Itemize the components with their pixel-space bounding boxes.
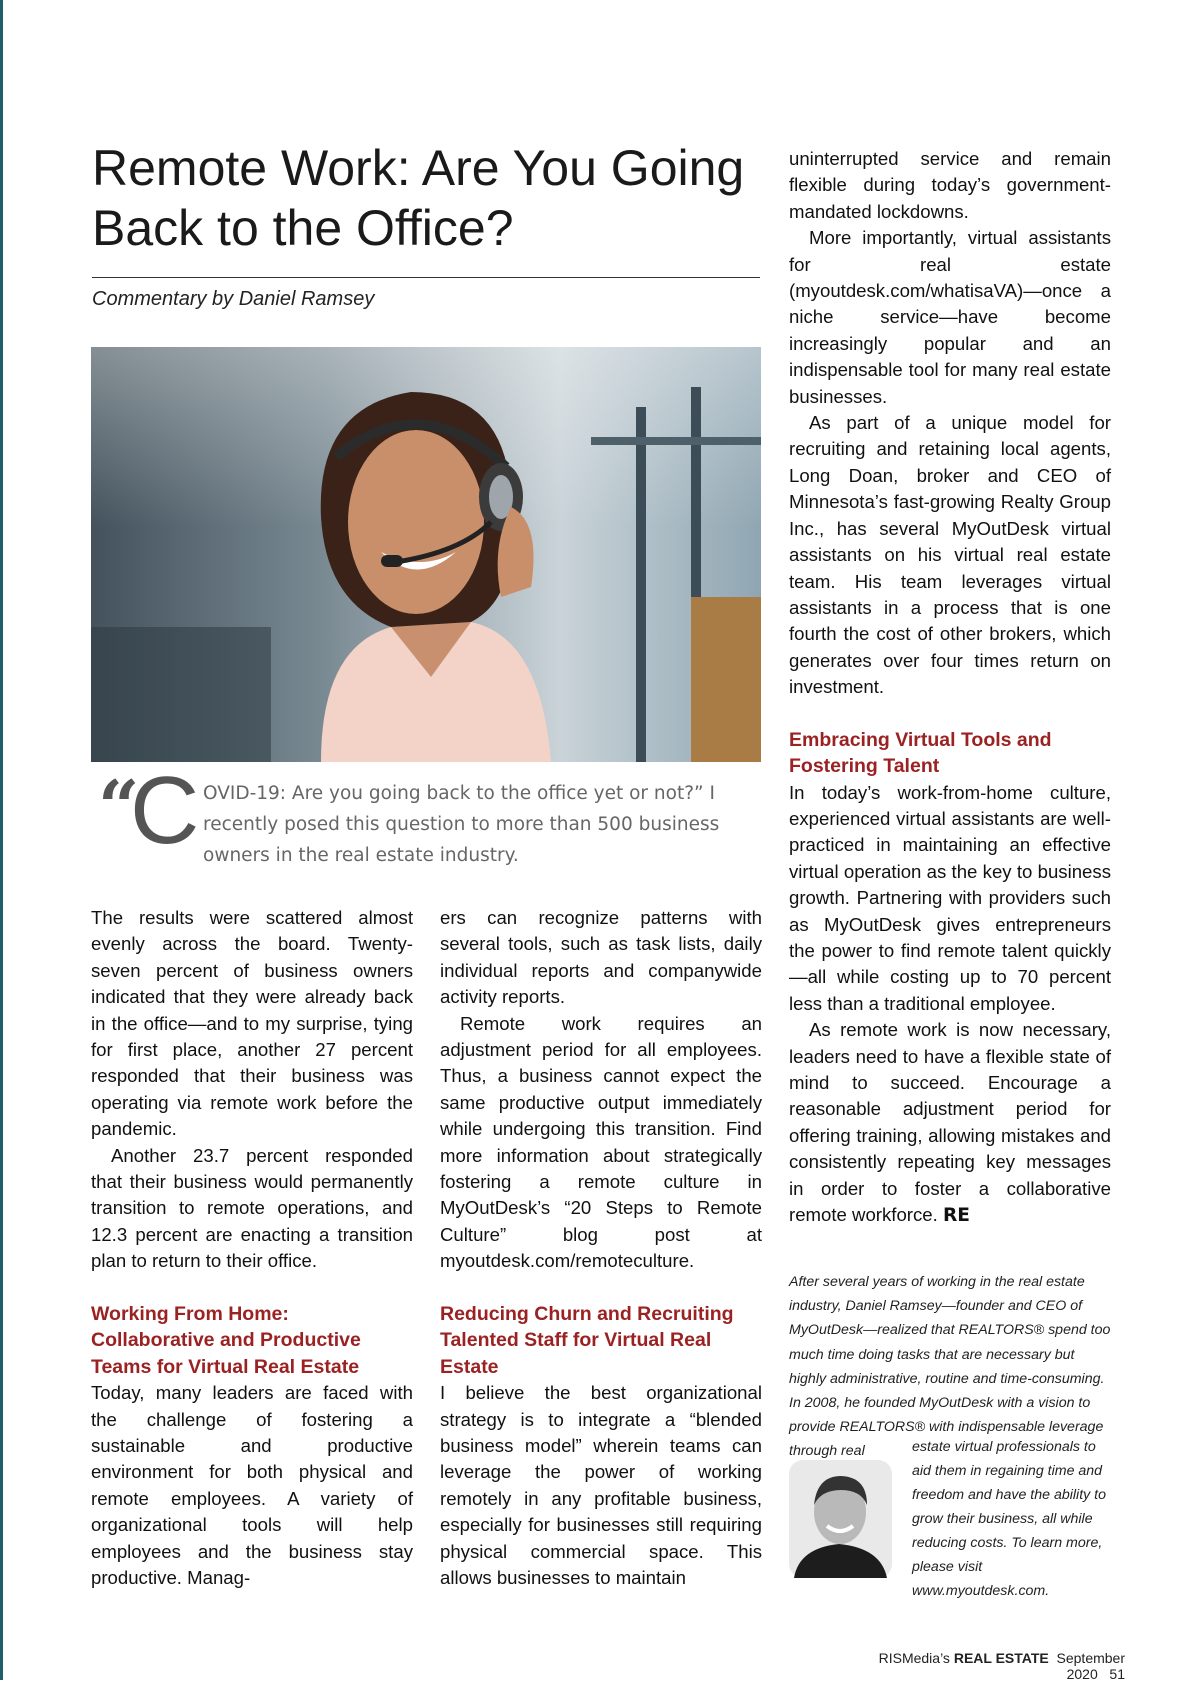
page-edge-accent <box>0 0 3 1680</box>
col1-subhead: Working From Home: Collaborative and Productive Teams for Virtual Real Estate <box>91 1302 361 1378</box>
col2-paragraph-1: ers can recognize patterns with several tools, such as task lists, daily individual reports and companywide activity reports. <box>440 907 762 1008</box>
col3-paragraph-1: uninterrupted service and remain flexible during today’s government-mandated lockdowns. <box>789 148 1111 222</box>
column-one <box>91 905 413 1591</box>
author-headshot <box>789 1460 892 1578</box>
footer-issue: September 2020 <box>1056 1650 1125 1682</box>
headset-woman-photo <box>91 347 761 762</box>
article-byline: Commentary by Daniel Ramsey <box>92 288 375 310</box>
end-mark: RE <box>942 1205 970 1227</box>
col1-paragraph-2: Another 23.7 percent responded that their business would permanently transition to remote operations, and 12.3 percent are enacting a transition plan to return to their office. <box>91 1144 413 1272</box>
page-footer <box>845 1650 1125 1682</box>
col3-paragraph-5 <box>789 1017 1111 1229</box>
footer-page-number: 51 <box>1109 1666 1125 1682</box>
author-avatar <box>789 1460 892 1578</box>
author-bio-part-1: After several years of working in the real estate industry, Daniel Ramsey—founder and CEO of MyOutDesk—realized that REALTORS® spend too much time doing tasks that are necessary but highly administrative, routine and time-consuming. In 2008, he founded MyOutDesk with a vision to provide REALTORS® with indispensable leverage through real <box>789 1274 1111 1460</box>
pullquote-text: OVID-19: Are you going back to the office yet or not?” I recently posed this question to more than 500 business owners in the real estate industry. <box>203 783 720 866</box>
col2-paragraph-3: I believe the best organizational strategy is to integrate a “blended business model” wherein teams can leverage the power of working remotely in any profitable business, especially for businesses still requiring physical commercial space. This allows businesses to maintain <box>440 1382 762 1589</box>
open-quote-mark: “ <box>98 764 140 849</box>
col3-paragraph-4: In today’s work-from-home culture, experienced virtual assistants are well-practiced in maintaining an effective virtual operation as the key to business growth. Partnering with providers such as MyOutDesk gives entrepreneurs the power to find remote talent quickly—all while costing up to 70 percent less than a traditional employee. <box>789 781 1111 1014</box>
column-two <box>440 905 762 1591</box>
author-bio-part-2: estate virtual professionals to aid them in regaining time and freedom and have the ability to grow their business, all while reducing costs. To learn more, please visit www.myoutdesk.com. <box>912 1439 1107 1599</box>
footer-publication-prefix: RISMedia’s <box>878 1650 950 1666</box>
footer-publication-name: REAL ESTATE <box>953 1650 1049 1666</box>
col1-paragraph-3: Today, many leaders are faced with the challenge of fostering a sustainable and productive environment for both physical and remote employees. A variety of organizational tools will help employees and the business stay productive. Manag- <box>91 1382 413 1589</box>
drop-cap-letter: C <box>130 757 200 864</box>
col2-paragraph-2: Remote work requires an adjustment period for all employees. Thus, a business cannot expect the same productive output immediately while undergoing this transition. Find more information about strategically fostering a remote culture in MyOutDesk’s “20 Steps to Remote Culture” blog post at myoutdesk.com/remoteculture. <box>440 1012 762 1272</box>
column-three <box>789 146 1111 1229</box>
col3-paragraph-3: As part of a unique model for recruiting and retaining local agents, Long Doan, broker and CEO of Minnesota’s fast-growing Realty Group Inc., has several MyOutDesk virtual assistants on his virtual real estate team. His team leverages virtual assistants in a process that is one fourth the cost of other brokers, which generates over four times return on investment. <box>789 412 1111 698</box>
col3-paragraph-5-text: As remote work is now necessary, leaders need to have a flexible state of mind to succeed. Encourage a reasonable adjustment period for offering training, allowing mistakes and consistently repeating key messages in order to foster a collaborative remote workforce. <box>789 1019 1111 1226</box>
title-divider <box>92 277 760 278</box>
opening-pullquote <box>98 757 763 888</box>
article-photo <box>91 347 761 762</box>
col3-subhead: Embracing Virtual Tools and Fostering Talent <box>789 728 1052 778</box>
col2-subhead: Reducing Churn and Recruiting Talented Staff for Virtual Real Estate <box>440 1302 734 1378</box>
col1-paragraph-1: The results were scattered almost evenly across the board. Twenty-seven percent of business owners indicated that they were already back in the office—and to my surprise, tying for first place, another 27 percent responded that their business was operating via remote work before the pandemic. <box>91 907 413 1140</box>
article-title: Remote Work: Are You Going Back to the Office? <box>92 140 745 256</box>
col3-paragraph-2: More importantly, virtual assistants for real estate (myoutdesk.com/whatisaVA)—once a niche service—have become increasingly popular and an indispensable tool for many real estate businesses. <box>789 227 1111 407</box>
